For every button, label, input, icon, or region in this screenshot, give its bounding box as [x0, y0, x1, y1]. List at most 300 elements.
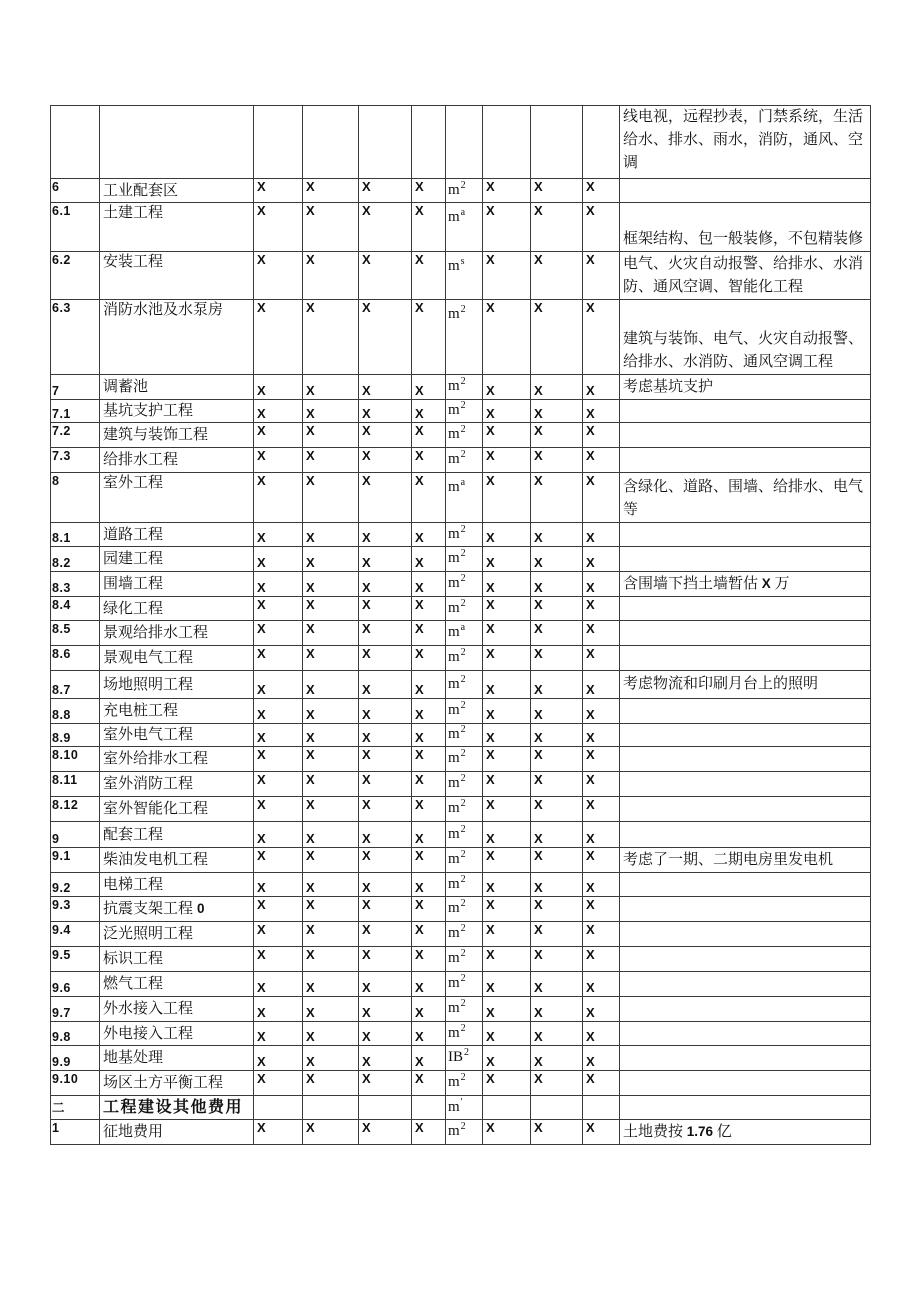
mark-x: X	[534, 747, 543, 762]
mark-x: X	[534, 448, 543, 463]
mark-cell	[254, 922, 303, 947]
unit-base: m	[448, 258, 460, 274]
mark-x: X	[534, 621, 543, 636]
mark-cell	[303, 848, 359, 873]
mark-cell	[412, 646, 446, 671]
mark-cell	[583, 724, 620, 747]
unit-superscript: 2	[460, 304, 466, 315]
mark-x: X	[486, 707, 495, 722]
remark-cell	[620, 423, 871, 448]
mark-x: X	[415, 1054, 424, 1069]
item-number-cell	[51, 772, 100, 797]
mark-cell	[254, 572, 303, 597]
remark-cell	[620, 300, 871, 375]
item-name-cell	[100, 252, 254, 300]
unit-base: IB	[448, 1049, 463, 1065]
remark-text: 考虑了一期、二期电房里发电机	[623, 851, 834, 868]
mark-x: X	[362, 747, 371, 762]
item-number: 9.3	[52, 898, 71, 912]
mark-x: X	[486, 747, 495, 762]
mark-cell	[531, 997, 583, 1022]
mark-x: X	[534, 530, 543, 545]
mark-x: X	[586, 203, 595, 218]
mark-cell	[254, 597, 303, 621]
mark-cell	[412, 252, 446, 300]
remark-cell	[620, 473, 871, 523]
item-name-cell	[100, 1022, 254, 1046]
mark-x: X	[586, 555, 595, 570]
item-number-cell	[51, 699, 100, 724]
mark-x: X	[306, 203, 315, 218]
table-row	[51, 873, 871, 897]
item-name: 基坑支护工程	[103, 403, 194, 419]
mark-x: X	[257, 831, 266, 846]
mark-cell	[254, 423, 303, 448]
mark-cell	[254, 1096, 303, 1120]
mark-x: X	[415, 473, 424, 488]
item-name-cell	[100, 597, 254, 621]
unit-base: m	[448, 900, 460, 916]
mark-x: X	[486, 580, 495, 595]
mark-cell	[359, 597, 412, 621]
mark-cell	[531, 922, 583, 947]
mark-x: X	[415, 1071, 424, 1086]
mark-x: X	[257, 730, 266, 745]
unit-cell	[446, 106, 483, 179]
mark-x: X	[257, 1005, 266, 1020]
mark-cell	[303, 106, 359, 179]
unit-superscript: 2	[460, 179, 466, 191]
mark-cell	[303, 1022, 359, 1046]
remark-text: 考虑基坑支护	[623, 378, 714, 395]
item-number-cell	[51, 523, 100, 547]
mark-cell	[583, 375, 620, 400]
unit-superscript: 2	[460, 724, 466, 735]
mark-cell	[359, 797, 412, 822]
table-row	[51, 922, 871, 947]
mark-x: X	[362, 947, 371, 962]
mark-x: X	[257, 406, 266, 421]
item-name: 室外消防工程	[103, 776, 194, 792]
mark-cell	[359, 873, 412, 897]
mark-cell	[583, 300, 620, 375]
unit-cell	[446, 947, 483, 972]
remark-cell	[620, 1120, 871, 1145]
mark-cell	[531, 400, 583, 423]
item-name: 景观给排水工程	[103, 625, 209, 641]
mark-cell	[412, 947, 446, 972]
mark-x: X	[586, 179, 595, 194]
mark-x: X	[486, 555, 495, 570]
mark-x: X	[306, 707, 315, 722]
mark-x: X	[306, 922, 315, 937]
mark-cell	[359, 724, 412, 747]
item-number-cell	[51, 646, 100, 671]
item-number-cell	[51, 300, 100, 375]
unit-cell	[446, 671, 483, 699]
item-name: 道路工程	[103, 526, 164, 543]
mark-cell	[531, 947, 583, 972]
unit-superscript: 2	[460, 597, 466, 609]
table-row	[51, 646, 871, 671]
mark-x: X	[534, 1005, 543, 1020]
mark-cell	[359, 621, 412, 646]
mark-cell	[359, 671, 412, 699]
item-number: 7.2	[52, 424, 71, 438]
mark-x: X	[586, 597, 595, 612]
unit-cell	[446, 848, 483, 873]
mark-x: X	[534, 707, 543, 722]
remark-cell	[620, 375, 871, 400]
item-name-cell	[100, 621, 254, 646]
mark-cell	[483, 772, 531, 797]
mark-x: X	[306, 406, 315, 421]
item-number-cell	[51, 997, 100, 1022]
mark-cell	[359, 972, 412, 997]
mark-x: X	[257, 646, 266, 661]
unit-superscript: 2	[460, 923, 466, 934]
mark-cell	[531, 106, 583, 179]
mark-x: X	[415, 747, 424, 762]
mark-cell	[412, 473, 446, 523]
mark-x: X	[306, 947, 315, 962]
item-number-cell	[51, 423, 100, 448]
item-name-cell	[100, 848, 254, 873]
mark-x: X	[415, 179, 424, 194]
unit-cell	[446, 300, 483, 375]
mark-cell	[254, 848, 303, 873]
item-number: 8.12	[52, 798, 79, 812]
unit-cell	[446, 621, 483, 646]
mark-x: X	[534, 1071, 543, 1086]
table-row	[51, 724, 871, 747]
item-name-cell	[100, 375, 254, 400]
item-number-cell	[51, 1022, 100, 1046]
mark-x: X	[362, 406, 371, 421]
mark-cell	[583, 423, 620, 448]
mark-x: X	[534, 646, 543, 661]
mark-cell	[303, 300, 359, 375]
mark-cell	[483, 1120, 531, 1145]
mark-x: X	[415, 880, 424, 895]
item-name-cell	[100, 1096, 254, 1120]
mark-cell	[303, 772, 359, 797]
item-name: 充电桩工程	[103, 703, 179, 719]
mark-x: X	[306, 1029, 315, 1044]
mark-cell	[483, 1022, 531, 1046]
item-name: 地基处理	[103, 1050, 164, 1066]
mark-x: X	[362, 1029, 371, 1044]
mark-x: X	[257, 947, 266, 962]
mark-x: X	[486, 383, 495, 398]
item-number: 9.9	[52, 1055, 71, 1069]
mark-cell	[254, 772, 303, 797]
item-name: 室外智能化工程	[103, 801, 209, 817]
unit-superscript: 2	[460, 673, 466, 685]
remark-cell	[620, 671, 871, 699]
item-name: 外水接入工程	[103, 1001, 194, 1017]
item-name-cell	[100, 1071, 254, 1096]
item-number-cell	[51, 1120, 100, 1145]
mark-cell	[483, 1046, 531, 1071]
table-row	[51, 106, 871, 179]
unit-base: m	[448, 851, 460, 867]
remark-text: 考虑物流和印刷月台上的照明	[623, 676, 819, 692]
item-number: 8.10	[52, 748, 79, 762]
mark-x: X	[586, 621, 595, 636]
item-name: 给排水工程	[103, 452, 179, 468]
mark-x: X	[257, 922, 266, 937]
mark-x: X	[362, 203, 371, 218]
unit-base: m	[448, 575, 460, 591]
remark-cell	[620, 699, 871, 724]
mark-cell	[303, 747, 359, 772]
item-name-suffix: 0	[197, 901, 205, 916]
unit-cell	[446, 423, 483, 448]
mark-cell	[483, 252, 531, 300]
table-row	[51, 400, 871, 423]
mark-cell	[483, 947, 531, 972]
mark-x: X	[257, 1071, 266, 1086]
item-number: 9.4	[52, 923, 71, 937]
mark-cell	[412, 375, 446, 400]
unit-base: m	[448, 451, 460, 467]
mark-cell	[531, 203, 583, 252]
mark-cell	[531, 822, 583, 848]
mark-x: X	[586, 797, 595, 812]
mark-cell	[254, 671, 303, 699]
mark-x: X	[415, 580, 424, 595]
mark-x: X	[586, 530, 595, 545]
mark-x: X	[534, 897, 543, 912]
unit-superscript: 2	[464, 1047, 469, 1058]
item-name: 标识工程	[103, 951, 164, 967]
item-number: 7.1	[52, 407, 71, 421]
mark-cell	[583, 972, 620, 997]
mark-x: X	[362, 922, 371, 937]
unit-base: m	[448, 975, 460, 991]
mark-x: X	[486, 1005, 495, 1020]
mark-x: X	[257, 252, 266, 267]
mark-x: X	[257, 772, 266, 787]
mark-cell	[359, 947, 412, 972]
item-name: 消防水池及水泵房	[103, 302, 224, 318]
item-number: 8.1	[52, 531, 71, 545]
unit-base: m	[448, 950, 460, 966]
mark-cell	[583, 922, 620, 947]
mark-x: X	[415, 646, 424, 661]
mark-cell	[483, 375, 531, 400]
mark-x: X	[415, 1005, 424, 1020]
mark-cell	[583, 772, 620, 797]
mark-cell	[583, 400, 620, 423]
mark-x: X	[415, 300, 424, 315]
mark-cell	[254, 822, 303, 848]
mark-x: X	[486, 880, 495, 895]
mark-x: X	[486, 1054, 495, 1069]
item-name-cell	[100, 106, 254, 179]
mark-cell	[583, 1071, 620, 1096]
mark-cell	[412, 747, 446, 772]
item-number-cell	[51, 1071, 100, 1096]
mark-cell	[359, 523, 412, 547]
remark-cell	[620, 747, 871, 772]
mark-x: X	[415, 1029, 424, 1044]
mark-cell	[583, 572, 620, 597]
mark-cell	[531, 473, 583, 523]
remark-cell	[620, 1096, 871, 1120]
mark-cell	[303, 1120, 359, 1145]
mark-x: X	[415, 831, 424, 846]
mark-cell	[483, 1096, 531, 1120]
mark-x: X	[257, 423, 266, 438]
unit-superscript: 2	[460, 849, 466, 860]
mark-x: X	[415, 530, 424, 545]
item-name-cell	[100, 473, 254, 523]
unit-base: m	[448, 1000, 460, 1016]
mark-cell	[303, 646, 359, 671]
item-name: 工业配套区	[103, 182, 179, 199]
mark-cell	[303, 873, 359, 897]
item-name-cell	[100, 997, 254, 1022]
table-row	[51, 179, 871, 203]
mark-x: X	[257, 580, 266, 595]
mark-cell	[483, 699, 531, 724]
mark-x: X	[306, 179, 315, 194]
item-number: 6.1	[52, 204, 71, 218]
table-row	[51, 671, 871, 699]
mark-x: X	[362, 423, 371, 438]
mark-cell	[412, 400, 446, 423]
mark-cell	[254, 252, 303, 300]
item-number-cell	[51, 671, 100, 699]
mark-x: X	[586, 580, 595, 595]
table-row	[51, 375, 871, 400]
mark-cell	[359, 897, 412, 922]
mark-x: X	[415, 730, 424, 745]
mark-x: X	[486, 448, 495, 463]
remark-cell	[620, 997, 871, 1022]
item-name-cell	[100, 572, 254, 597]
remark-cell	[620, 448, 871, 473]
mark-x: X	[257, 555, 266, 570]
unit-base: m	[448, 875, 460, 892]
item-name: 抗震支架工程	[103, 901, 194, 917]
unit-base: m	[448, 726, 460, 742]
unit-base: m	[448, 426, 460, 442]
mark-cell	[412, 724, 446, 747]
mark-x: X	[586, 1005, 595, 1020]
item-number: 9	[52, 832, 60, 846]
mark-x: X	[306, 831, 315, 846]
mark-x: X	[586, 682, 595, 697]
mark-x: X	[586, 730, 595, 745]
mark-x: X	[362, 682, 371, 697]
mark-cell	[531, 597, 583, 621]
mark-cell	[359, 646, 412, 671]
unit-superscript: 2	[460, 376, 466, 387]
unit-base: m	[448, 181, 460, 198]
remark-cell	[620, 621, 871, 646]
mark-x: X	[257, 980, 266, 995]
mark-x: X	[257, 179, 266, 194]
unit-superscript: '	[460, 1096, 463, 1108]
mark-cell	[359, 1096, 412, 1120]
item-number-cell	[51, 106, 100, 179]
mark-cell	[254, 106, 303, 179]
mark-cell	[359, 1071, 412, 1096]
unit-cell	[446, 922, 483, 947]
item-name: 燃气工程	[103, 976, 164, 992]
remark-text-tail: 亿	[713, 1124, 732, 1140]
item-name-cell	[100, 179, 254, 203]
mark-cell	[412, 1120, 446, 1145]
unit-cell	[446, 547, 483, 572]
mark-cell	[531, 646, 583, 671]
mark-cell	[303, 797, 359, 822]
unit-superscript: 2	[460, 573, 466, 584]
unit-base: m	[448, 750, 460, 766]
mark-x: X	[306, 597, 315, 612]
item-number: 8	[52, 474, 60, 488]
mark-x: X	[362, 179, 371, 194]
mark-cell	[531, 572, 583, 597]
mark-x: X	[362, 252, 371, 267]
mark-cell	[254, 547, 303, 572]
mark-cell	[412, 972, 446, 997]
mark-x: X	[362, 1071, 371, 1086]
mark-x: X	[257, 448, 266, 463]
item-name-cell	[100, 646, 254, 671]
mark-cell	[531, 797, 583, 822]
mark-x: X	[415, 922, 424, 937]
mark-x: X	[586, 406, 595, 421]
table-row	[51, 423, 871, 448]
mark-cell	[303, 597, 359, 621]
item-number-cell	[51, 179, 100, 203]
mark-cell	[583, 1022, 620, 1046]
mark-cell	[483, 423, 531, 448]
unit-superscript: a	[460, 477, 466, 488]
table-row	[51, 1046, 871, 1071]
mark-x: X	[534, 383, 543, 398]
mark-x: X	[486, 646, 495, 661]
mark-cell	[483, 724, 531, 747]
mark-cell	[303, 972, 359, 997]
mark-x: X	[415, 448, 424, 463]
mark-x: X	[306, 797, 315, 812]
table-row	[51, 747, 871, 772]
mark-x: X	[586, 947, 595, 962]
mark-cell	[483, 300, 531, 375]
item-name-cell	[100, 897, 254, 922]
mark-cell	[359, 400, 412, 423]
mark-cell	[303, 671, 359, 699]
mark-cell	[412, 203, 446, 252]
mark-cell	[359, 423, 412, 448]
mark-cell	[359, 822, 412, 848]
mark-x: X	[257, 880, 266, 895]
mark-x: X	[257, 530, 266, 545]
mark-cell	[583, 106, 620, 179]
mark-x: X	[306, 772, 315, 787]
mark-x: X	[306, 1120, 315, 1135]
mark-cell	[254, 400, 303, 423]
item-name: 配套工程	[103, 826, 164, 843]
unit-superscript: 2	[460, 424, 466, 435]
unit-superscript: 2	[460, 548, 466, 559]
remark-cell	[620, 646, 871, 671]
